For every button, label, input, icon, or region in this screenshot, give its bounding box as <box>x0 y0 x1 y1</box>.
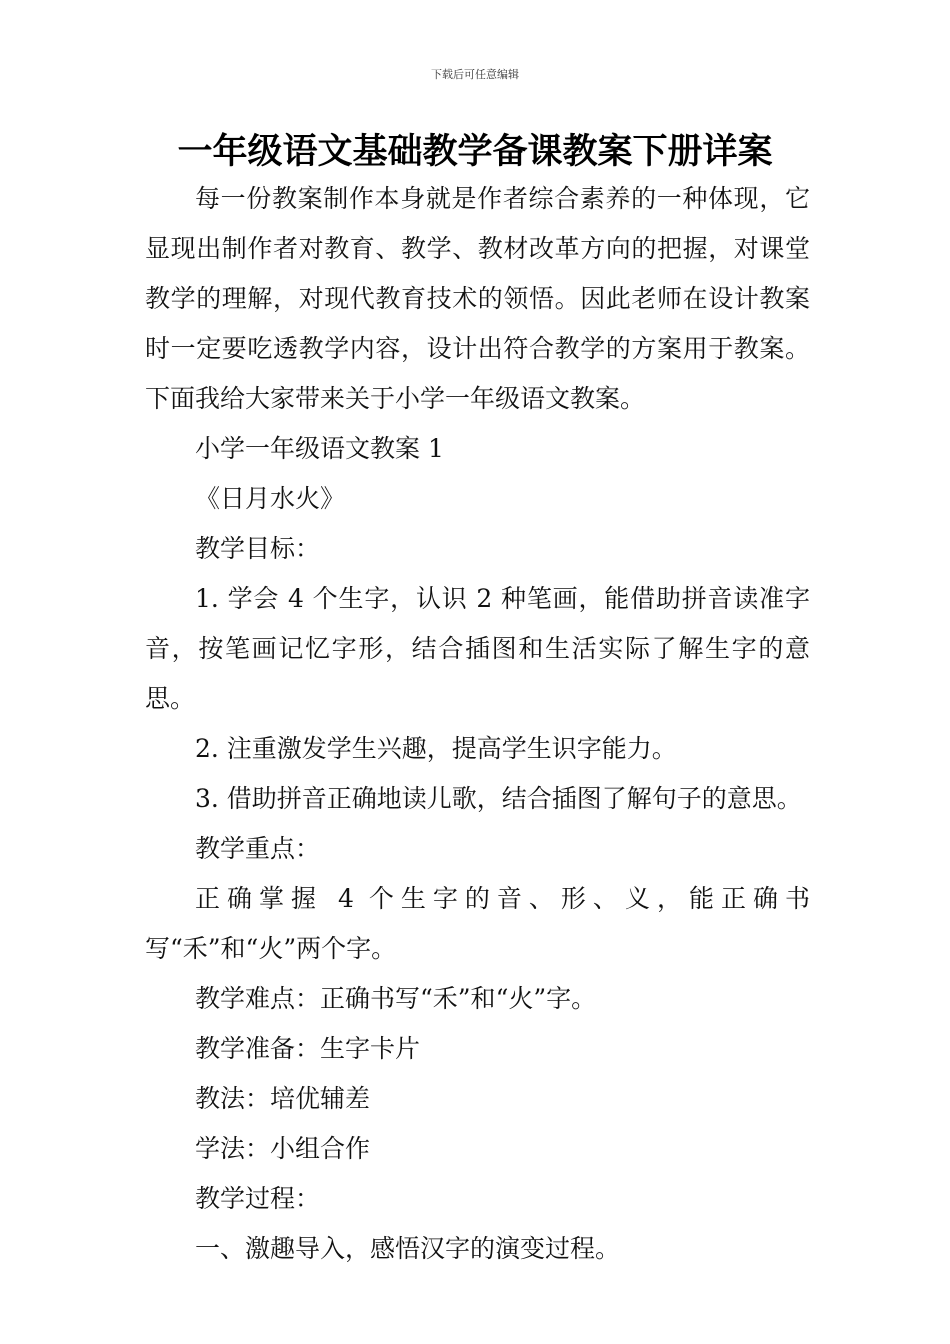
section-heading-key-points: 教学重点： <box>195 834 321 863</box>
process-step-1: 一、激趣导入，感悟汉字的演变过程。 <box>195 1234 621 1263</box>
document-body <box>145 174 810 1274</box>
lesson-heading: 小学一年级语文教案 1 <box>195 434 444 463</box>
learning-method-text: 学法：小组合作 <box>195 1134 371 1163</box>
goal-item-1: 1. 学会 4 个生字，认识 2 种笔画，能借助拼音读准字音，按笔画记忆字形，结合插图和生活实际了解生字的意思。 <box>145 584 810 713</box>
document-title: 一年级语文基础教学备课教案下册详案 <box>177 132 773 172</box>
goal-item-2: 2. 注重激发学生兴趣，提高学生识字能力。 <box>195 734 677 763</box>
header-note: 下载后可任意编辑 <box>431 68 519 81</box>
intro-paragraph: 每一份教案制作本身就是作者综合素养的一种体现，它显现出制作者对教育、教学、教材改革方向的把握，对课堂教学的理解，对现代教育技术的领悟。因此老师在设计教案时一定要吃透教学内容，设计出符合教学的方案用于教案。下面我给大家带来关于小学一年级语文教案。 <box>145 184 810 413</box>
preparation-text: 教学准备：生字卡片 <box>195 1034 421 1063</box>
teaching-method-text: 教法：培优辅差 <box>195 1084 371 1113</box>
section-heading-goals: 教学目标： <box>195 534 321 563</box>
goal-item-3: 3. 借助拼音正确地读儿歌，结合插图了解句子的意思。 <box>195 784 802 813</box>
difficulty-text: 教学难点：正确书写“禾”和“火”字。 <box>195 984 597 1013</box>
section-heading-process: 教学过程： <box>195 1184 321 1213</box>
lesson-title: 《日月水火》 <box>195 484 346 513</box>
key-points-text: 正确掌握 4 个生字的音、形、义，能正确书写“禾”和“火”两个字。 <box>145 884 810 963</box>
